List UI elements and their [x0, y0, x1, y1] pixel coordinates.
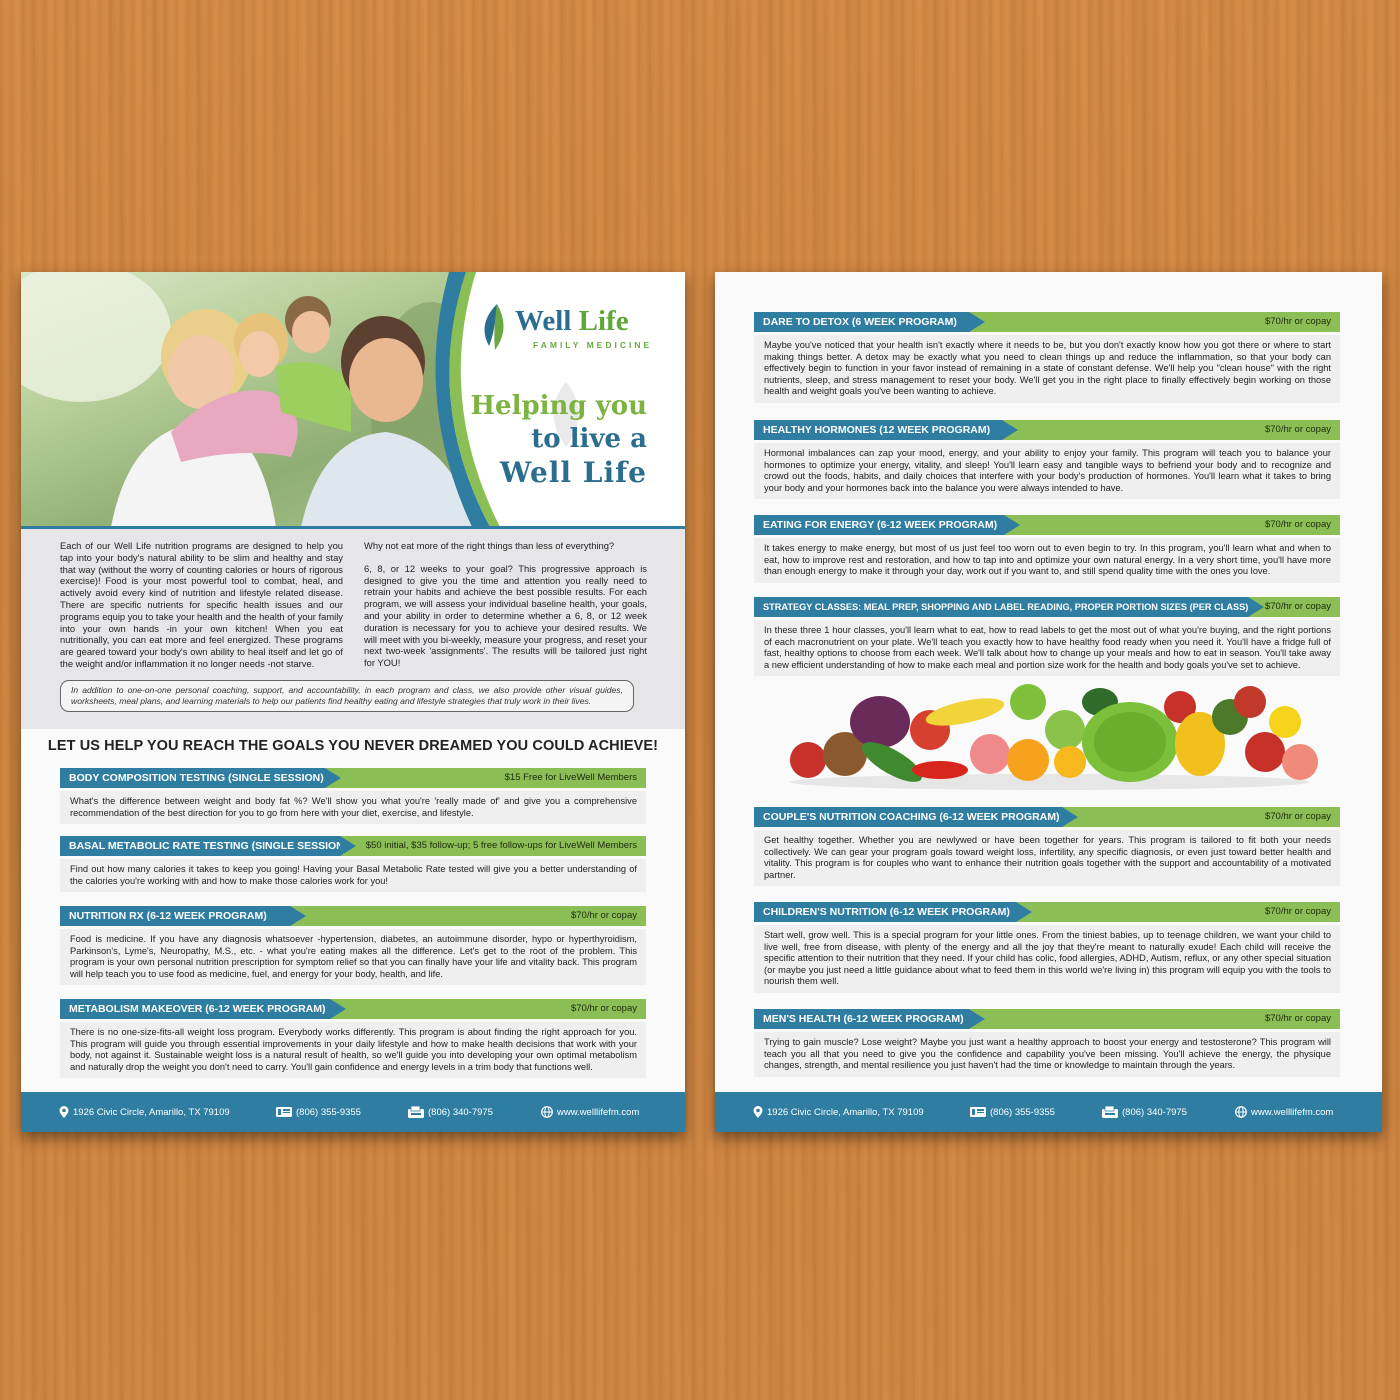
program-section [754, 515, 1340, 583]
section-price: $70/hr or copay [1264, 424, 1331, 435]
section-price: $70/hr or copay [1264, 906, 1331, 917]
section-price: $70/hr or copay [1264, 316, 1331, 327]
section-bar [60, 999, 646, 1019]
globe-icon [1235, 1106, 1247, 1118]
footer-fax: (806) 340-7975 [1102, 1106, 1187, 1118]
section-text: There is no one-size-fits-all weight loss program. Everybody works differently. This program is about finding the right approach for you. This program will guide you through essential improvements in your daily lifestyle and how to make health decisions that work with your body, not against it. Sustainable weight loss is a natural result of health, so we'll guide you into developing your own optimal metabolism and naturally drop the weight you don't need to carry. You'll gain confidence and energy levels in a trim body that functions well. [60, 1022, 646, 1078]
logo-subtitle: FAMILY MEDICINE [533, 340, 653, 350]
page-headline: LET US HELP YOU REACH THE GOALS YOU NEVER DREAMED YOU COULD ACHIEVE! [47, 738, 659, 754]
section-text: Get healthy together. Whether you are newlywed or have been together for years. This program is tailored to fit both your needs collectively. We can gear your program goals toward weight loss, infertility, any specific diagnosis, or even just toward better health and vitality. This program is for couples who want to enhance their nutrition goals together with the support and accountability of a motivated partner. [754, 830, 1340, 886]
section-text: Food is medicine. If you have any diagnosis whatsoever -hypertension, diabetes, an autoimmune disorder, hypo or hyperthyroidism, Parkinson's, Lyme's, Neuropathy, M.S., etc. - what you're eating makes all the difference. Let's get to the root of the problem. This program is your own personal nutrition prescription for symptom relief so that you can finally have your life and vitality back. This program will help teach you to use food as medicine, fuel, and energy for your body, health, and life. [60, 929, 646, 985]
section-price: $70/hr or copay [1264, 1013, 1331, 1024]
section-text: Find out how many calories it takes to keep you going! Having your Basal Metabolic Rate tested will give you a better understanding of the calories you're working with and how to make those calories work for you! [60, 859, 646, 892]
tagline [470, 390, 647, 489]
section-price: $70/hr or copay [570, 910, 637, 921]
footer-address: 1926 Civic Circle, Amarillo, TX 79109 [753, 1106, 924, 1118]
section-text: It takes energy to make energy, but most of us just feel too worn out to even begin to try. In this program, you'll learn what and when to eat, how to improve rest and restoration, and how to tap into and optimize your own natural energy. In a very short time, you'll have more than enough energy to make it through your day, work out if you want to, and still spend quality time with the ones you love. [754, 538, 1340, 583]
program-section [754, 597, 1340, 676]
intro-section [21, 529, 685, 729]
section-bar [754, 902, 1340, 922]
section-price: $70/hr or copay [1264, 519, 1331, 530]
hero-banner [21, 272, 685, 527]
section-text: What's the difference between weight and body fat %? We'll show you what you're 'really made of' and give you a comprehensive recommendation of the best direction for you to go from here with your diet, exercise, and lifestyle. [60, 791, 646, 824]
intro-column-a: Each of our Well Life nutrition programs are designed to help you tap into your body's natural ability to be slim and healthy and stay that way (without the worry of counting calories or hours of rigorous exercise)! Food is your most powerful tool to combat, heal, and actively avoid every kind of nutrition and lifestyle related disease. There are specific nutrients for specific health issues and our programs equip you to take your health and the health of your family into your own hands -in your own kitchen! When you eat nutritionally, you can eat more and feel energized. These programs are geared toward your body's own ability to heal itself and let go of the weight and/or inflammation it no longer needs -not starve. [60, 540, 343, 669]
section-bar [754, 807, 1340, 827]
section-title: CHILDREN'S NUTRITION (6-12 WEEK PROGRAM) [754, 902, 1016, 922]
section-bar [754, 515, 1340, 535]
footer-phone: (806) 355-9355 [970, 1106, 1055, 1118]
intro-paragraph: 6, 8, or 12 weeks to your goal? This progressive approach is designed to give you the time and attention you really need to retrain your habits and achieve the best possible results. For each program, we will assess your individual baseline health, your goals, and your ability in order to determine whether a 6, 8, or 12 week duration is necessary for you to achieve your desired results. We will meet with you bi-weekly, measure your progress, and reset your next two-week 'assignments'. The results will be tailored just right for YOU! [364, 562, 647, 669]
section-bar [60, 836, 646, 856]
section-text: In these three 1 hour classes, you'll learn what to eat, how to read labels to get the most out of what you're buying, and the right portions of each macronutrient on your plate. We'll teach you exactly how to have healthy food ready when you need it. You'll have a fridge full of fast, healthy options to choose from each week. We'll talk about how to change up your meals and how to eat in season. You'll take away a new efficient understanding of how to make each meal and portion size work for the health and body goals you've set to achieve. [754, 620, 1340, 676]
leaf-icon [481, 302, 511, 354]
section-price: $70/hr or copay [1264, 601, 1331, 612]
program-section [60, 999, 646, 1078]
program-section [60, 906, 646, 985]
footer-fax: (806) 340-7975 [408, 1106, 493, 1118]
tagline-line-1: Helping you [470, 391, 647, 421]
fruits-and-vegetables-image [780, 682, 1320, 792]
footer-website[interactable]: www.welllifefm.com [541, 1106, 639, 1118]
program-section [60, 768, 646, 824]
section-bar [60, 768, 646, 788]
flyer-page-2 [715, 272, 1382, 1132]
section-price: $70/hr or copay [570, 1003, 637, 1014]
tagline-line-3: Well Life [499, 456, 647, 489]
footer-bar [715, 1092, 1382, 1132]
section-title: COUPLE'S NUTRITION COACHING (6-12 WEEK PROGRAM) [754, 807, 1062, 827]
well-life-logo [481, 302, 676, 362]
section-bar [754, 597, 1340, 617]
section-bar [754, 1009, 1340, 1029]
section-text: Trying to gain muscle? Lose weight? Maybe you just want a healthy approach to boost your energy and testosterone? This program will teach you all that you need to give you the confidence and capability you've been missing. You'll achieve the energy, the physique changes, strength, and mental resilience you just haven't had the time or knowledge to maintain through the years. [754, 1032, 1340, 1077]
section-price: $50 initial, $35 follow-up; 5 free follow-ups for LiveWell Members [365, 840, 637, 851]
section-title: NUTRITION RX (6-12 WEEK PROGRAM) [60, 906, 290, 926]
intro-column-b [364, 540, 647, 680]
section-bar [754, 312, 1340, 332]
note-box: In addition to one-on-one personal coaching, support, and accountability, in each program and class, we also provide other visual guides, worksheets, meal plans, and learning materials to help our patients find healthy eating and lifestyle strategies that truly work in their lives. [60, 680, 634, 712]
program-section [754, 420, 1340, 499]
section-title: EATING FOR ENERGY (6-12 WEEK PROGRAM) [754, 515, 1004, 535]
section-text: Hormonal imbalances can zap your mood, energy, and your ability to enjoy your family. This program will teach you to balance your hormones to optimize your energy, vitality, and sleep! You'll learn easy and tangible ways to befriend your body and to recognize and crowd out the foods, habits, and daily choices that interfere with your body's production of hormones. You'll learn what it takes to bring your body and your hormones back into the balance you were always intended to have. [754, 443, 1340, 499]
section-bar [60, 906, 646, 926]
logo-wordmark: Well Life [515, 305, 629, 337]
location-pin-icon [753, 1106, 763, 1118]
phone-icon [970, 1106, 986, 1118]
program-section [60, 836, 646, 892]
section-title: BASAL METABOLIC RATE TESTING (SINGLE SESSION) [60, 836, 340, 856]
section-title: DARE TO DETOX (6 WEEK PROGRAM) [754, 312, 969, 332]
section-price: $15 Free for LiveWell Members [504, 772, 637, 783]
fax-icon [1102, 1106, 1118, 1118]
program-section [754, 902, 1340, 993]
program-section [754, 807, 1340, 886]
phone-icon [276, 1106, 292, 1118]
footer-phone: (806) 355-9355 [276, 1106, 361, 1118]
location-pin-icon [59, 1106, 69, 1118]
globe-icon [541, 1106, 553, 1118]
program-section [754, 1009, 1340, 1077]
fax-icon [408, 1106, 424, 1118]
flyer-page-1 [21, 272, 685, 1132]
footer-website[interactable]: www.welllifefm.com [1235, 1106, 1333, 1118]
section-bar [754, 420, 1340, 440]
footer-bar [21, 1092, 685, 1132]
tagline-line-2: to live a [531, 424, 647, 454]
section-price: $70/hr or copay [1264, 811, 1331, 822]
section-text: Maybe you've noticed that your health isn't exactly where it needs to be, but you don't exactly know how you got there or where to start making things better. A detox may be exactly what you need to clean things up and reduce the inflammation, so that your body can effectively begin to function in your favor instead of remaining in a state of constant defense. We'll help you "clean house" with the right nutrients, sleep, and stress management to reset your body. We'll get you in the right place to finally effectively begin working on those health and weight goals you've been wanting to achieve. [754, 335, 1340, 403]
section-title: HEALTHY HORMONES (12 WEEK PROGRAM) [754, 420, 1002, 440]
footer-address: 1926 Civic Circle, Amarillo, TX 79109 [59, 1106, 230, 1118]
intro-question: Why not eat more of the right things than less of everything? [364, 540, 615, 551]
section-title: MEN'S HEALTH (6-12 WEEK PROGRAM) [754, 1009, 969, 1029]
program-section [754, 312, 1340, 403]
section-title: BODY COMPOSITION TESTING (SINGLE SESSION) [60, 768, 325, 788]
section-title: STRATEGY CLASSES: MEAL PREP, SHOPPING AND LABEL READING, PROPER PORTION SIZES (PER CLASS) [754, 597, 1248, 617]
section-text: Start well, grow well. This is a special program for your little ones. From the tiniest babies, up to teenage children, we want your child to live well, free from disease, with plenty of the energy and all the joy that they're meant to naturally exude! Each child will receive the specific attention to their nutrition that they need. If your child has colic, food allergies, ADHD, Autism, reflux, or any other special situation (or maybe you just need a little guidance about what to feed them in this world we're living in) this program will equip you with the tools to nourish them well. [754, 925, 1340, 993]
section-title: METABOLISM MAKEOVER (6-12 WEEK PROGRAM) [60, 999, 330, 1019]
